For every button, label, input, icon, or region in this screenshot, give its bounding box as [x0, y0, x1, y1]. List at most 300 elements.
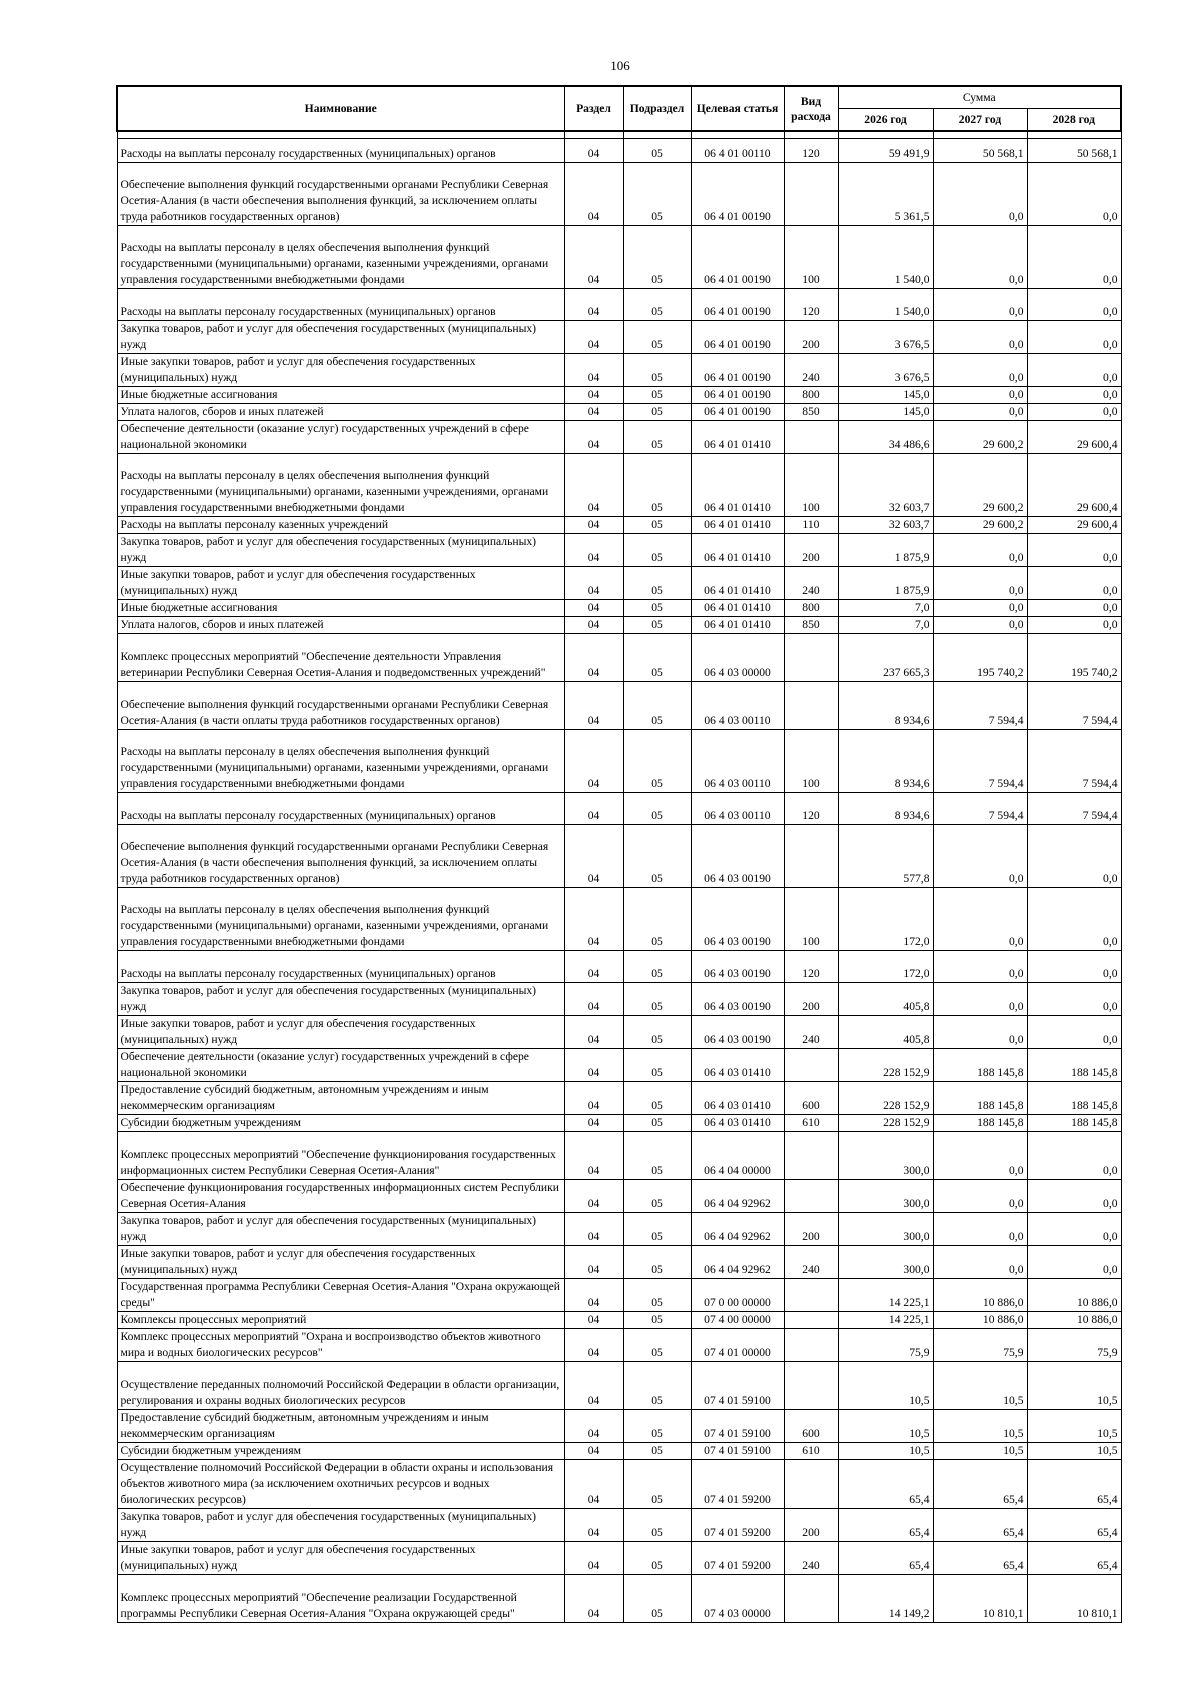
cell-2027: 0,0	[933, 567, 1027, 600]
cell-subsection: 05	[623, 825, 691, 888]
cell-section: 04	[564, 825, 623, 888]
cell-2028: 0,0	[1027, 289, 1121, 321]
table-row	[117, 1312, 1121, 1329]
cell-subsection: 05	[623, 617, 691, 634]
cell-2028: 0,0	[1027, 1180, 1121, 1213]
table-row	[117, 1542, 1121, 1575]
cell-2026: 228 152,9	[838, 1082, 933, 1115]
cell-2027: 7 594,4	[933, 730, 1027, 793]
cell-2028: 7 594,4	[1027, 730, 1121, 793]
cell-name: Обеспечение функционирования государственных информационных систем Республики Северная Осетия-Алания	[117, 1180, 564, 1213]
table-row	[117, 1410, 1121, 1443]
cell-2028: 0,0	[1027, 1016, 1121, 1049]
cell-target: 06 4 04 92962	[691, 1180, 784, 1213]
cell-kind	[784, 1132, 838, 1180]
cell-2027: 0,0	[933, 1246, 1027, 1279]
cell-2027: 0,0	[933, 289, 1027, 321]
cell-2026: 75,9	[838, 1329, 933, 1362]
cell-2028: 29 600,4	[1027, 454, 1121, 517]
cell-subsection: 05	[623, 139, 691, 163]
cell-2026: 32 603,7	[838, 454, 933, 517]
cell-2027: 188 145,8	[933, 1049, 1027, 1082]
cell-name: Комплекс процессных мероприятий "Обеспечение реализации Государственной программы Республики Северная Осетия-Алания "Охрана окружающей среды"	[117, 1575, 564, 1623]
table-row	[117, 139, 1121, 163]
cell-2026: 577,8	[838, 825, 933, 888]
cell-name: Субсидии бюджетным учреждениям	[117, 1443, 564, 1460]
cell-kind: 200	[784, 534, 838, 567]
cell-2028: 0,0	[1027, 534, 1121, 567]
header-2026: 2026 год	[838, 109, 933, 132]
cell-kind: 800	[784, 387, 838, 404]
cell-2027: 10 886,0	[933, 1279, 1027, 1312]
cell-section: 04	[564, 617, 623, 634]
cell-subsection: 05	[623, 454, 691, 517]
cell-2028: 0,0	[1027, 226, 1121, 289]
cell-section: 04	[564, 354, 623, 387]
cell-section: 04	[564, 1542, 623, 1575]
cell-kind: 100	[784, 454, 838, 517]
cell-2027: 65,4	[933, 1460, 1027, 1509]
cell-name: Субсидии бюджетным учреждениям	[117, 1115, 564, 1132]
cell-name: Расходы на выплаты персоналу в целях обеспечения выполнения функций государственными (муниципальными) органами, казенными учреждениями, органами управления государственными внебюджетными фондами	[117, 888, 564, 951]
header-subsection: Подраздел	[623, 86, 691, 131]
cell-target: 06 4 01 01410	[691, 517, 784, 534]
cell-target: 07 4 01 59200	[691, 1509, 784, 1542]
table-row	[117, 454, 1121, 517]
cell-2027: 10 810,1	[933, 1575, 1027, 1623]
cell-2028: 0,0	[1027, 404, 1121, 421]
cell-subsection: 05	[623, 1082, 691, 1115]
table-row	[117, 888, 1121, 951]
cell-section: 04	[564, 1180, 623, 1213]
cell-subsection: 05	[623, 1329, 691, 1362]
cell-target: 06 4 03 00000	[691, 634, 784, 682]
cell-2027: 0,0	[933, 354, 1027, 387]
table-spacer	[117, 131, 1121, 139]
cell-2026: 405,8	[838, 1016, 933, 1049]
cell-kind: 120	[784, 139, 838, 163]
cell-2026: 8 934,6	[838, 793, 933, 825]
cell-kind: 200	[784, 1509, 838, 1542]
cell-subsection: 05	[623, 682, 691, 730]
cell-kind: 120	[784, 951, 838, 983]
cell-kind	[784, 1329, 838, 1362]
cell-name: Комплексы процессных мероприятий	[117, 1312, 564, 1329]
cell-2026: 1 875,9	[838, 534, 933, 567]
cell-subsection: 05	[623, 163, 691, 226]
cell-2027: 0,0	[933, 321, 1027, 354]
cell-2026: 5 361,5	[838, 163, 933, 226]
cell-section: 04	[564, 1132, 623, 1180]
cell-2028: 50 568,1	[1027, 139, 1121, 163]
cell-2028: 0,0	[1027, 321, 1121, 354]
cell-2027: 0,0	[933, 1016, 1027, 1049]
cell-2026: 300,0	[838, 1180, 933, 1213]
cell-target: 07 4 01 59200	[691, 1460, 784, 1509]
cell-name: Расходы на выплаты персоналу казенных учреждений	[117, 517, 564, 534]
cell-2026: 145,0	[838, 387, 933, 404]
table-row	[117, 404, 1121, 421]
cell-2028: 0,0	[1027, 1246, 1121, 1279]
cell-target: 06 4 01 01410	[691, 534, 784, 567]
cell-kind	[784, 1180, 838, 1213]
cell-2028: 10 810,1	[1027, 1575, 1121, 1623]
cell-2027: 7 594,4	[933, 682, 1027, 730]
cell-target: 06 4 04 00000	[691, 1132, 784, 1180]
cell-target: 06 4 03 00190	[691, 888, 784, 951]
cell-kind: 610	[784, 1443, 838, 1460]
cell-2027: 50 568,1	[933, 139, 1027, 163]
cell-target: 06 4 03 01410	[691, 1082, 784, 1115]
cell-target: 07 4 00 00000	[691, 1312, 784, 1329]
page-number: 106	[610, 58, 630, 73]
cell-name: Иные бюджетные ассигнования	[117, 387, 564, 404]
cell-subsection: 05	[623, 517, 691, 534]
cell-name: Уплата налогов, сборов и иных платежей	[117, 617, 564, 634]
cell-2028: 0,0	[1027, 600, 1121, 617]
cell-2027: 0,0	[933, 888, 1027, 951]
cell-section: 04	[564, 1575, 623, 1623]
cell-2026: 172,0	[838, 888, 933, 951]
cell-subsection: 05	[623, 1509, 691, 1542]
cell-name: Осуществление полномочий Российской Федерации в области охраны и использования объектов животного мира (за исключением охотничьих ресурсов и водных биологических ресурсов)	[117, 1460, 564, 1509]
cell-target: 07 0 00 00000	[691, 1279, 784, 1312]
cell-name: Комплекс процессных мероприятий "Обеспечение деятельности Управления ветеринарии Республики Северная Осетия-Алания и подведомственных учреждений"	[117, 634, 564, 682]
cell-target: 07 4 01 59200	[691, 1542, 784, 1575]
cell-name: Расходы на выплаты персоналу государственных (муниципальных) органов	[117, 139, 564, 163]
cell-2027: 0,0	[933, 163, 1027, 226]
cell-target: 06 4 01 01410	[691, 421, 784, 454]
cell-name: Закупка товаров, работ и услуг для обеспечения государственных (муниципальных) нужд	[117, 534, 564, 567]
cell-target: 06 4 01 01410	[691, 454, 784, 517]
cell-2027: 188 145,8	[933, 1082, 1027, 1115]
cell-2027: 0,0	[933, 983, 1027, 1016]
cell-2028: 0,0	[1027, 387, 1121, 404]
cell-section: 04	[564, 421, 623, 454]
cell-2028: 65,4	[1027, 1542, 1121, 1575]
cell-kind: 100	[784, 730, 838, 793]
cell-target: 07 4 01 00000	[691, 1329, 784, 1362]
table-row	[117, 1362, 1121, 1410]
cell-subsection: 05	[623, 793, 691, 825]
cell-name: Иные бюджетные ассигнования	[117, 600, 564, 617]
cell-target: 06 4 03 00110	[691, 682, 784, 730]
table-row	[117, 983, 1121, 1016]
cell-target: 06 4 03 00190	[691, 825, 784, 888]
header-kind: Вид расхода	[784, 86, 838, 131]
cell-subsection: 05	[623, 1542, 691, 1575]
cell-2027: 65,4	[933, 1542, 1027, 1575]
cell-subsection: 05	[623, 1410, 691, 1443]
table-row	[117, 682, 1121, 730]
header-target: Целевая статья	[691, 86, 784, 131]
cell-2027: 0,0	[933, 534, 1027, 567]
header-2027: 2027 год	[933, 109, 1027, 132]
cell-subsection: 05	[623, 634, 691, 682]
cell-kind	[784, 825, 838, 888]
cell-subsection: 05	[623, 404, 691, 421]
cell-name: Иные закупки товаров, работ и услуг для обеспечения государственных (муниципальных) нужд	[117, 567, 564, 600]
cell-target: 06 4 01 00190	[691, 289, 784, 321]
cell-target: 07 4 01 59100	[691, 1410, 784, 1443]
budget-table	[116, 85, 1122, 1623]
table-row	[117, 1443, 1121, 1460]
cell-2027: 10 886,0	[933, 1312, 1027, 1329]
cell-section: 04	[564, 730, 623, 793]
cell-target: 06 4 03 01410	[691, 1115, 784, 1132]
table-row	[117, 1132, 1121, 1180]
cell-kind: 800	[784, 600, 838, 617]
cell-kind: 110	[784, 517, 838, 534]
cell-name: Расходы на выплаты персоналу государственных (муниципальных) органов	[117, 793, 564, 825]
cell-kind: 850	[784, 617, 838, 634]
table-header	[117, 86, 1121, 131]
table-row	[117, 1180, 1121, 1213]
cell-section: 04	[564, 1016, 623, 1049]
cell-target: 06 4 03 00110	[691, 730, 784, 793]
cell-section: 04	[564, 226, 623, 289]
cell-subsection: 05	[623, 1312, 691, 1329]
table-row	[117, 600, 1121, 617]
cell-subsection: 05	[623, 387, 691, 404]
cell-2027: 29 600,2	[933, 517, 1027, 534]
cell-subsection: 05	[623, 1180, 691, 1213]
cell-kind: 240	[784, 567, 838, 600]
cell-section: 04	[564, 517, 623, 534]
cell-section: 04	[564, 1329, 623, 1362]
cell-name: Обеспечение деятельности (оказание услуг) государственных учреждений в сфере национальной экономики	[117, 1049, 564, 1082]
cell-2028: 29 600,4	[1027, 517, 1121, 534]
cell-kind: 100	[784, 888, 838, 951]
cell-target: 06 4 03 00190	[691, 951, 784, 983]
cell-2026: 3 676,5	[838, 354, 933, 387]
cell-section: 04	[564, 1509, 623, 1542]
cell-name: Комплекс процессных мероприятий "Обеспечение функционирования государственных информационных систем Республики Северная Осетия-Алания"	[117, 1132, 564, 1180]
cell-section: 04	[564, 1115, 623, 1132]
cell-target: 06 4 01 00190	[691, 404, 784, 421]
cell-2027: 195 740,2	[933, 634, 1027, 682]
cell-section: 04	[564, 1460, 623, 1509]
cell-2027: 188 145,8	[933, 1115, 1027, 1132]
cell-kind	[784, 1575, 838, 1623]
cell-2026: 145,0	[838, 404, 933, 421]
cell-section: 04	[564, 454, 623, 517]
cell-section: 04	[564, 1362, 623, 1410]
cell-2026: 3 676,5	[838, 321, 933, 354]
cell-name: Осуществление переданных полномочий Российской Федерации в области организации, регулирования и охраны водных биологических ресурсов	[117, 1362, 564, 1410]
cell-kind	[784, 1460, 838, 1509]
cell-2028: 10,5	[1027, 1410, 1121, 1443]
cell-name: Обеспечение деятельности (оказание услуг) государственных учреждений в сфере национальной экономики	[117, 421, 564, 454]
cell-subsection: 05	[623, 421, 691, 454]
cell-target: 06 4 04 92962	[691, 1213, 784, 1246]
cell-target: 07 4 01 59100	[691, 1362, 784, 1410]
cell-kind: 100	[784, 226, 838, 289]
cell-2026: 8 934,6	[838, 682, 933, 730]
cell-2028: 0,0	[1027, 888, 1121, 951]
cell-subsection: 05	[623, 983, 691, 1016]
cell-2026: 1 875,9	[838, 567, 933, 600]
table-row	[117, 1246, 1121, 1279]
cell-kind: 200	[784, 983, 838, 1016]
cell-2026: 34 486,6	[838, 421, 933, 454]
cell-kind: 120	[784, 793, 838, 825]
cell-section: 04	[564, 534, 623, 567]
cell-subsection: 05	[623, 730, 691, 793]
cell-2028: 75,9	[1027, 1329, 1121, 1362]
cell-2027: 0,0	[933, 1213, 1027, 1246]
cell-2028: 188 145,8	[1027, 1115, 1121, 1132]
cell-2027: 0,0	[933, 404, 1027, 421]
cell-section: 04	[564, 139, 623, 163]
cell-2026: 228 152,9	[838, 1049, 933, 1082]
cell-2026: 65,4	[838, 1509, 933, 1542]
cell-2028: 0,0	[1027, 983, 1121, 1016]
cell-kind: 600	[784, 1410, 838, 1443]
cell-section: 04	[564, 567, 623, 600]
cell-2027: 0,0	[933, 600, 1027, 617]
cell-subsection: 05	[623, 1049, 691, 1082]
cell-kind: 200	[784, 1213, 838, 1246]
cell-2026: 300,0	[838, 1246, 933, 1279]
cell-subsection: 05	[623, 1460, 691, 1509]
cell-name: Закупка товаров, работ и услуг для обеспечения государственных (муниципальных) нужд	[117, 321, 564, 354]
cell-2026: 300,0	[838, 1213, 933, 1246]
cell-kind: 240	[784, 1016, 838, 1049]
cell-2028: 188 145,8	[1027, 1082, 1121, 1115]
cell-subsection: 05	[623, 567, 691, 600]
cell-subsection: 05	[623, 1132, 691, 1180]
cell-2027: 0,0	[933, 1132, 1027, 1180]
cell-2027: 10,5	[933, 1443, 1027, 1460]
cell-subsection: 05	[623, 226, 691, 289]
cell-2028: 0,0	[1027, 354, 1121, 387]
cell-target: 06 4 01 01410	[691, 567, 784, 600]
cell-target: 06 4 01 00190	[691, 321, 784, 354]
cell-target: 06 4 03 00190	[691, 1016, 784, 1049]
cell-kind	[784, 163, 838, 226]
cell-2026: 300,0	[838, 1132, 933, 1180]
cell-2026: 14 225,1	[838, 1312, 933, 1329]
table-row	[117, 1213, 1121, 1246]
cell-name: Расходы на выплаты персоналу в целях обеспечения выполнения функций государственными (муниципальными) органами, казенными учреждениями, органами управления государственными внебюджетными фондами	[117, 454, 564, 517]
header-name: Наимнование	[117, 86, 564, 131]
cell-target: 07 4 03 00000	[691, 1575, 784, 1623]
cell-name: Расходы на выплаты персоналу государственных (муниципальных) органов	[117, 289, 564, 321]
cell-kind: 610	[784, 1115, 838, 1132]
table-row	[117, 517, 1121, 534]
cell-name: Закупка товаров, работ и услуг для обеспечения государственных (муниципальных) нужд	[117, 1509, 564, 1542]
cell-subsection: 05	[623, 600, 691, 617]
cell-2027: 0,0	[933, 226, 1027, 289]
cell-name: Государственная программа Республики Северная Осетия-Алания "Охрана окружающей среды"	[117, 1279, 564, 1312]
cell-name: Иные закупки товаров, работ и услуг для обеспечения государственных (муниципальных) нужд	[117, 354, 564, 387]
cell-2026: 237 665,3	[838, 634, 933, 682]
cell-2028: 65,4	[1027, 1509, 1121, 1542]
cell-name: Обеспечение выполнения функций государственными органами Республики Северная Осетия-Алания (в части обеспечения выполнения функций, за исключением оплаты труда работников государственных органов)	[117, 163, 564, 226]
cell-2027: 7 594,4	[933, 793, 1027, 825]
cell-name: Иные закупки товаров, работ и услуг для обеспечения государственных (муниципальных) нужд	[117, 1016, 564, 1049]
cell-2028: 0,0	[1027, 1213, 1121, 1246]
cell-2028: 29 600,4	[1027, 421, 1121, 454]
cell-2026: 7,0	[838, 600, 933, 617]
cell-name: Иные закупки товаров, работ и услуг для обеспечения государственных (муниципальных) нужд	[117, 1542, 564, 1575]
cell-target: 07 4 01 59100	[691, 1443, 784, 1460]
table-row	[117, 387, 1121, 404]
header-section: Раздел	[564, 86, 623, 131]
cell-subsection: 05	[623, 888, 691, 951]
cell-target: 06 4 01 00190	[691, 354, 784, 387]
cell-kind	[784, 421, 838, 454]
table-row	[117, 1279, 1121, 1312]
cell-target: 06 4 03 00110	[691, 793, 784, 825]
cell-2028: 0,0	[1027, 1132, 1121, 1180]
cell-target: 06 4 03 00190	[691, 983, 784, 1016]
cell-kind: 600	[784, 1082, 838, 1115]
cell-subsection: 05	[623, 1213, 691, 1246]
cell-target: 06 4 01 00190	[691, 226, 784, 289]
cell-kind	[784, 1312, 838, 1329]
cell-subsection: 05	[623, 289, 691, 321]
cell-target: 06 4 01 01410	[691, 617, 784, 634]
cell-2028: 195 740,2	[1027, 634, 1121, 682]
cell-kind: 120	[784, 289, 838, 321]
cell-subsection: 05	[623, 1575, 691, 1623]
table-row	[117, 1016, 1121, 1049]
cell-section: 04	[564, 163, 623, 226]
table-row	[117, 321, 1121, 354]
cell-section: 04	[564, 1410, 623, 1443]
cell-section: 04	[564, 634, 623, 682]
cell-subsection: 05	[623, 1362, 691, 1410]
cell-2028: 0,0	[1027, 617, 1121, 634]
cell-name: Расходы на выплаты персоналу в целях обеспечения выполнения функций государственными (муниципальными) органами, казенными учреждениями, органами управления государственными внебюджетными фондами	[117, 226, 564, 289]
table-row	[117, 1329, 1121, 1362]
cell-2026: 10,5	[838, 1443, 933, 1460]
table-row	[117, 634, 1121, 682]
cell-2028: 0,0	[1027, 567, 1121, 600]
table-row	[117, 163, 1121, 226]
table-row	[117, 1509, 1121, 1542]
cell-kind: 240	[784, 1246, 838, 1279]
cell-subsection: 05	[623, 1246, 691, 1279]
cell-2028: 10,5	[1027, 1443, 1121, 1460]
cell-2026: 32 603,7	[838, 517, 933, 534]
cell-2027: 10,5	[933, 1410, 1027, 1443]
cell-name: Комплекс процессных мероприятий "Охрана и воспроизводство объектов животного мира и водных биологических ресурсов"	[117, 1329, 564, 1362]
cell-subsection: 05	[623, 1279, 691, 1312]
cell-2026: 172,0	[838, 951, 933, 983]
cell-2028: 10 886,0	[1027, 1312, 1121, 1329]
cell-2028: 7 594,4	[1027, 682, 1121, 730]
cell-kind	[784, 1279, 838, 1312]
table-row	[117, 617, 1121, 634]
cell-2026: 14 149,2	[838, 1575, 933, 1623]
cell-name: Обеспечение выполнения функций государственными органами Республики Северная Осетия-Алания (в части обеспечения выполнения функций, за исключением оплаты труда работников государственных органов)	[117, 825, 564, 888]
cell-name: Предоставление субсидий бюджетным, автономным учреждениям и иным некоммерческим организациям	[117, 1410, 564, 1443]
cell-target: 06 4 04 92962	[691, 1246, 784, 1279]
cell-2026: 65,4	[838, 1460, 933, 1509]
cell-2027: 10,5	[933, 1362, 1027, 1410]
cell-section: 04	[564, 983, 623, 1016]
cell-subsection: 05	[623, 354, 691, 387]
cell-2027: 65,4	[933, 1509, 1027, 1542]
cell-subsection: 05	[623, 321, 691, 354]
cell-target: 06 4 01 00110	[691, 139, 784, 163]
table-row	[117, 1049, 1121, 1082]
cell-target: 06 4 01 00190	[691, 163, 784, 226]
cell-section: 04	[564, 793, 623, 825]
